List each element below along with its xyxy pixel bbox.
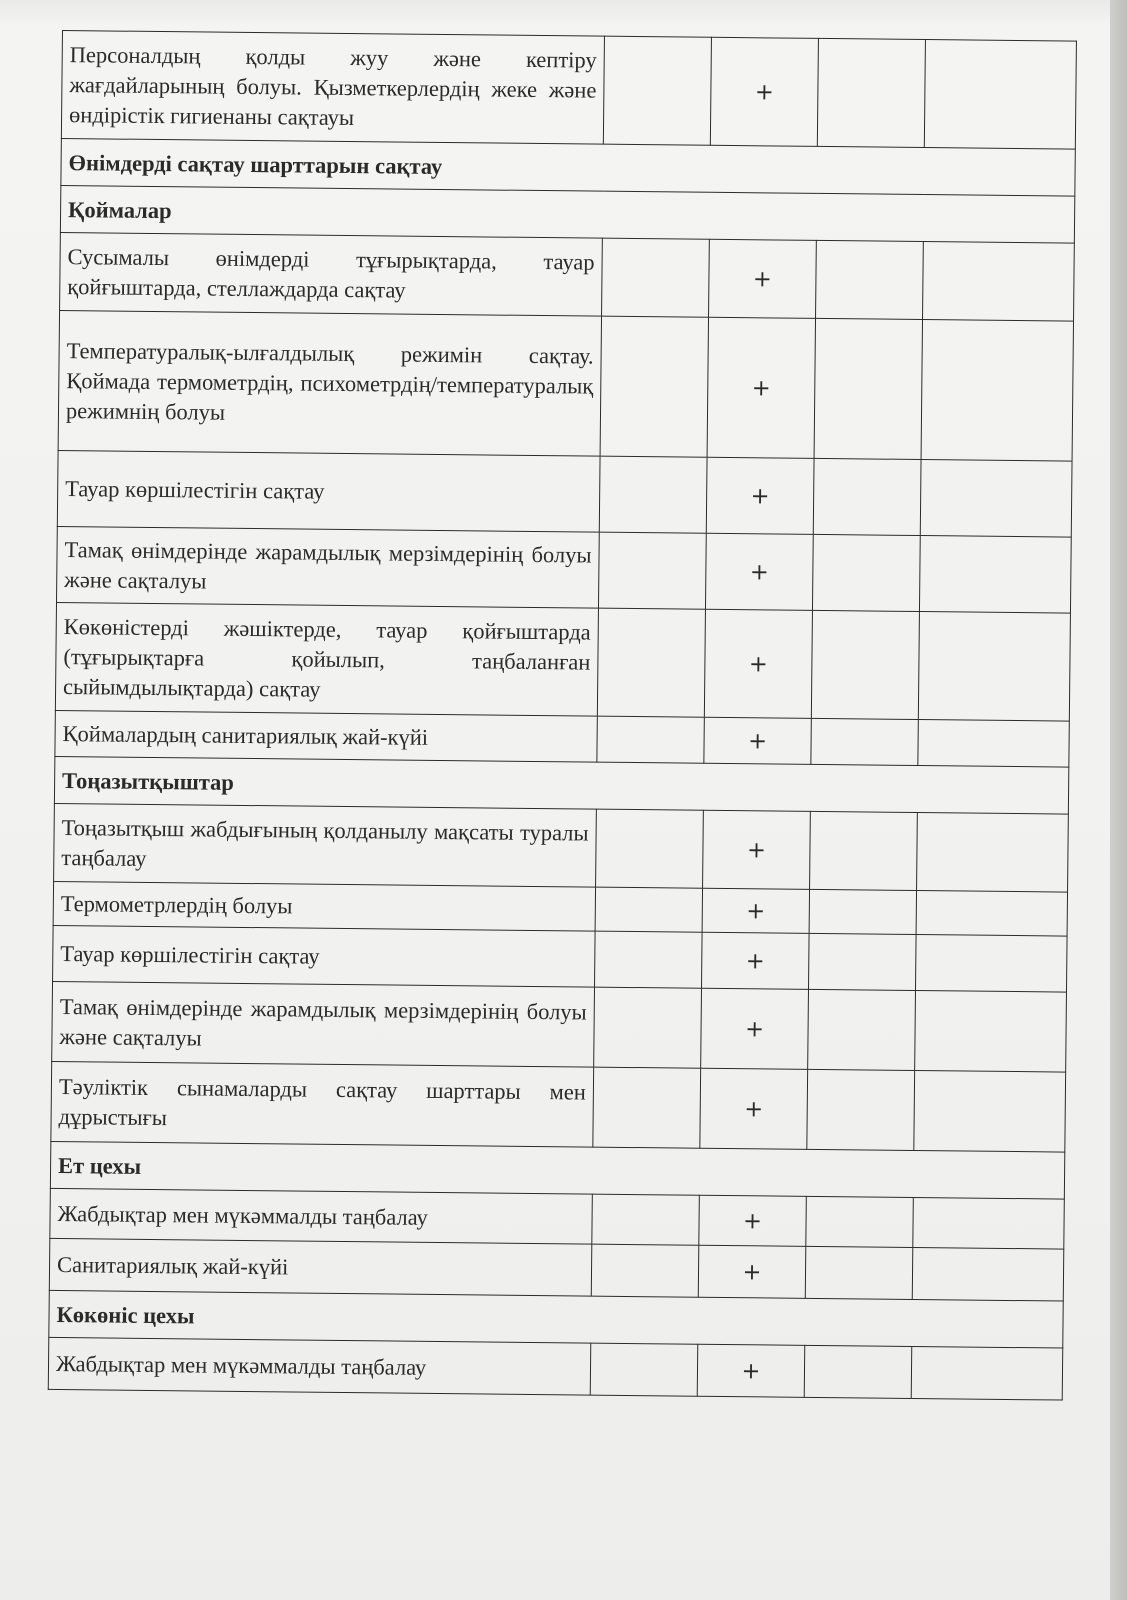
empty-cell [591,1244,699,1297]
check-mark: + [710,37,818,146]
table-row [57,526,1072,613]
empty-cell [918,612,1070,722]
check-mark: + [704,609,812,718]
criterion-text: Температуралық-ылғалдылық режимін сақтау. Қоймада термометрдің, психометрдің/температуралық режимнің болуы [58,310,601,456]
section-title: Ет цехы [50,1141,1064,1199]
check-mark: + [709,239,817,318]
table-row [52,981,1067,1072]
table-row [48,1337,1062,1400]
empty-cell [816,240,924,319]
empty-cell [594,987,702,1068]
check-mark: + [704,717,811,764]
inspection-checklist-table [48,30,1077,1401]
empty-cell [924,40,1076,150]
criterion-text: Санитариялық жай-күйі [49,1238,592,1296]
criterion-text: Сусымалы өнімдерді тұғырықтарда, тауар қойғыштарда, стеллаждарда сақтау [60,232,603,316]
criterion-text: Термометрлердің болуы [53,881,595,931]
table-row [54,803,1069,892]
empty-cell [916,890,1067,936]
empty-cell [590,1343,698,1396]
check-mark: + [703,810,811,889]
empty-cell [814,318,922,459]
check-mark: + [706,457,814,534]
criterion-text: Тәуліктік сынамаларды сақтау шарттары мен дұрыстығы [51,1061,594,1147]
empty-cell [809,889,916,934]
section-title: Тоңазытқыштар [54,756,1068,814]
section-title: Көкөніс цехы [49,1290,1063,1348]
table-row [51,1061,1066,1152]
empty-cell [915,934,1067,992]
empty-cell [912,1247,1064,1301]
empty-cell [921,320,1073,462]
empty-cell [813,458,921,535]
empty-cell [810,811,918,890]
check-mark: + [700,1068,808,1149]
empty-cell [806,1196,914,1247]
criterion-text: Көкөністерді жәшіктерде, тауар қойғыштарда (тұғырықтарға қойылып, таңбаланған сыйымдылықтарда) сақтау [55,602,598,716]
empty-cell [915,990,1067,1072]
criterion-text: Тауар көршілестігін сақтау [53,925,596,987]
check-mark: + [702,932,810,989]
criterion-text: Тауар көршілестігін сақтау [57,450,600,532]
criterion-text: Жабдықтар мен мүкәммалды таңбалау [48,1337,591,1395]
empty-cell [595,887,702,932]
sheet-edge-shadow [1110,0,1127,1600]
criterion-text: Персоналдың қолды жуу және кептіру жағдайларының болуы. Қызметкерлердің жеке және өндірістік гигиенаны сақтауы [61,31,604,145]
empty-cell [804,1345,912,1398]
empty-cell [808,989,916,1070]
table-row [57,450,1072,537]
empty-cell [923,242,1075,322]
empty-cell [593,1067,701,1148]
empty-cell [597,716,704,763]
empty-cell [592,1194,700,1245]
empty-cell [812,534,920,611]
empty-cell [914,1070,1066,1152]
top-shadow [0,0,1110,26]
check-mark: + [707,317,815,458]
empty-cell [918,720,1069,768]
criterion-text: Тоңазытқыш жабдығының қолданылу мақсаты туралы таңбалау [54,803,597,887]
empty-cell [595,931,703,988]
empty-cell [808,933,916,990]
empty-cell [917,813,1069,893]
empty-cell [919,536,1071,614]
check-mark: + [701,988,809,1069]
empty-cell [913,1197,1065,1249]
check-mark: + [705,533,813,610]
empty-cell [811,718,918,765]
check-mark: + [698,1245,806,1298]
empty-cell [911,1346,1063,1400]
table-row [55,602,1070,721]
criterion-text: Тамақ өнімдерінде жарамдылық мерзімдерінің болуы және сақталуы [52,981,595,1067]
criterion-text: Тамақ өнімдерінде жарамдылық мерзімдерінің болуы және сақталуы [57,526,600,608]
empty-cell [817,38,925,147]
empty-cell [596,809,704,888]
table-row [61,31,1076,150]
check-mark: + [697,1344,805,1397]
criterion-text: Жабдықтар мен мүкәммалды таңбалау [50,1188,592,1244]
empty-cell [811,610,919,719]
check-mark: + [702,888,809,933]
check-mark: + [699,1195,807,1246]
empty-cell [597,608,705,717]
empty-cell [920,460,1072,538]
empty-cell [599,456,707,533]
empty-cell [603,36,711,145]
table-row [60,232,1075,321]
empty-cell [805,1246,913,1299]
empty-cell [602,238,710,317]
criterion-text: Қоймалардың санитариялық жай-күйі [55,710,597,762]
empty-cell [600,316,708,457]
table-row [58,310,1073,461]
section-title: Қоймалар [60,185,1074,243]
empty-cell [598,532,706,609]
empty-cell [807,1069,915,1150]
section-title: Өнімдерді сақтау шарттарын сақтау [61,138,1075,196]
